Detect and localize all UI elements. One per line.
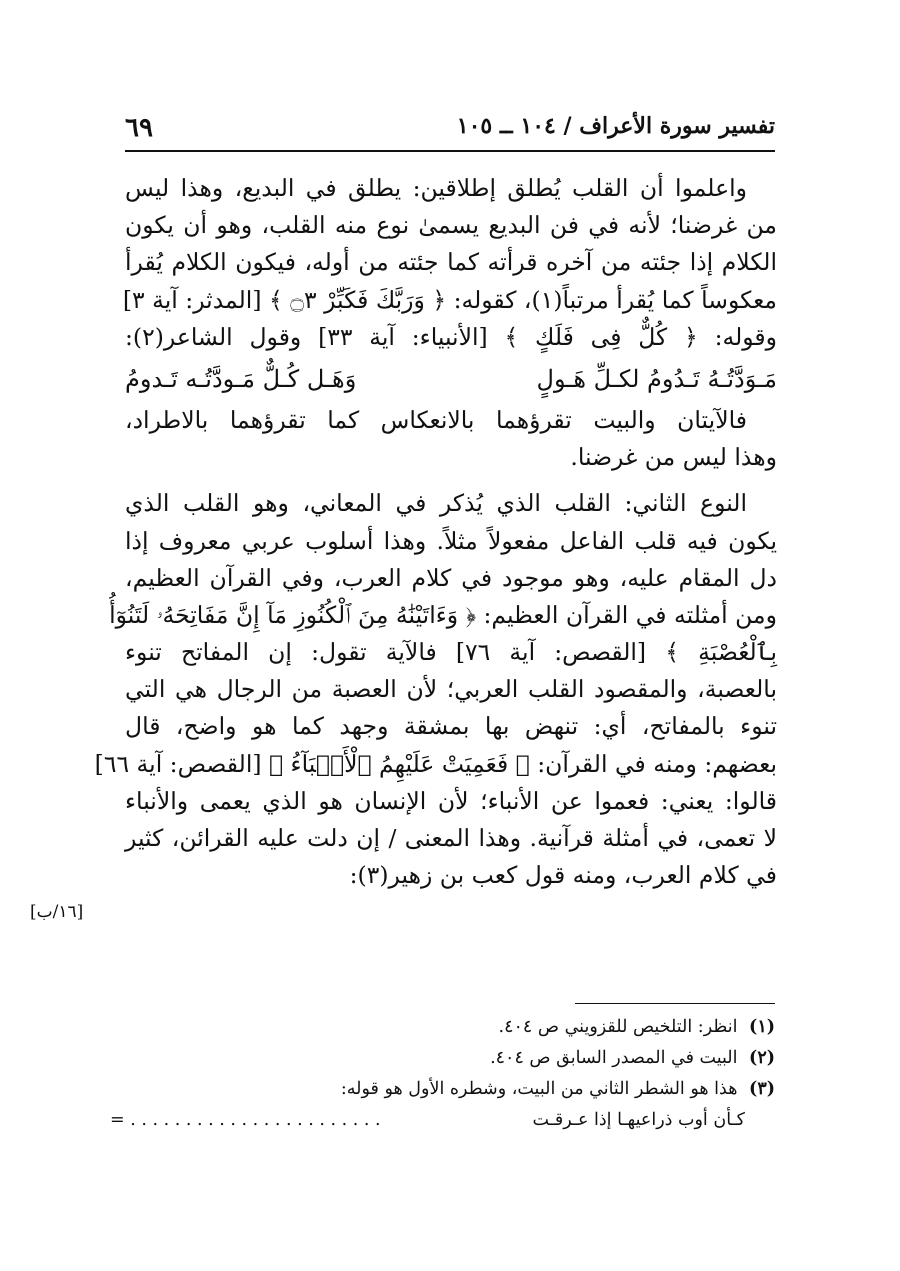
text-line: معكوساً كما يُقرأ مرتباً(١)، كقوله: ﴿ وَرَبَّكَ فَكَبِّرْ ۝٣ ﴾ [المدثر: آية ٣] [122, 285, 777, 314]
poetry-verse [125, 356, 777, 402]
footnote-verse-continuation: . . . . . . . . . . . . . . . . . . . . . . . = [110, 1110, 381, 1130]
running-title: تفسير سورة الأعراف / ١٠٤ ــ ١٠٥ [456, 113, 775, 139]
footnote-marker: (٢) [749, 1048, 775, 1068]
text-line: وهذا ليس من غرضنا. [570, 443, 777, 472]
footnotes [110, 1012, 775, 1136]
header-rule [125, 150, 775, 152]
text-line: قالوا: يعني: فعموا عن الأنباء؛ لأن الإنسان هو الذي يعمى والأنباء [125, 786, 777, 815]
footnote [110, 1074, 775, 1105]
verse-first-hemistich: مَـوَدَّتُـهُ تَـدُومُ لكـلِّ هَـولٍ [536, 364, 777, 393]
text-line: بعضهم: ومنه في القرآن: ﴿ فَعَمِيَتْ عَلَيْهِمُ ٱلْأَنۢبَآءُ ﴾ [القصص: آية ٦٦] [94, 749, 777, 778]
text-line: فالآيتان والبيت تقرؤهما بالانعكاس كما تقرؤهما بالاطراد، [125, 405, 747, 434]
footnote-text: البيت في المصدر السابق ص ٤٠٤. [490, 1048, 738, 1068]
text-line: من غرضنا؛ لأنه في فن البديع يسمىٰ نوع منه القلب، وهو أن يكون [125, 211, 777, 240]
footnote-verse [110, 1105, 775, 1136]
footnote-verse-hemistich: كـأن أوب ذراعيهـا إذا عـرقـت [532, 1110, 745, 1130]
footnote [110, 1012, 775, 1043]
footnote-rule [575, 1003, 775, 1004]
text-line: في كلام العرب، ومنه قول كعب بن زهير(٣): [349, 861, 777, 890]
page-header [125, 113, 775, 147]
footnote-marker: (٣) [749, 1079, 775, 1099]
text-line: واعلموا أن القلب يُطلق إطلاقين: يطلق في البديع، وهذا ليس [125, 174, 747, 202]
text-line: ومن أمثلته في القرآن العظيم: ﴿ وَءَاتَيْنَٰهُ مِنَ ٱلْكُنُوزِ مَآ إِنَّ مَفَاتِحَهُۥ لَتَنُوٓأُ [109, 600, 777, 629]
footnote [110, 1043, 775, 1074]
text-line: وقوله: ﴿ كُلٌّ فِى فَلَكٍ ﴾ [الأنبياء: آية ٣٣] وقول الشاعر(٢): [125, 322, 777, 351]
text-line: يكون فيه قلب الفاعل مفعولاً مثلاً. وهذا أسلوب عربي معروف إذا [125, 526, 777, 555]
page-number: ٦٩ [125, 113, 153, 143]
paragraph-gap [125, 476, 777, 485]
text-line: بالعصبة، والمقصود القلب العربي؛ لأن العصبة من الرجال هي التي [125, 675, 777, 704]
text-line: الكلام إذا جئته من آخره قرأته كما جئته من أوله، فيكون الكلام يُقرأ [125, 248, 777, 277]
footnote-marker: (١) [749, 1017, 775, 1037]
text-line: النوع الثاني: القلب الذي يُذكر في المعاني، وهو القلب الذي [125, 489, 747, 518]
text-line: بِٱلْعُصْبَةِ ﴾ [القصص: آية ٧٦] فالآية تقول: إن المفاتح تنوء [125, 638, 778, 667]
main-text [94, 170, 778, 894]
manuscript-folio-note: [١٦/ب] [30, 902, 84, 922]
verse-second-hemistich: وَهَـل كُـلٌّ مَـودَّتُـه تَـدومُ [125, 364, 357, 393]
text-line: لا تعمى، في أمثلة قرآنية. وهذا المعنى / إن دلت عليه القرائن، كثير [125, 824, 777, 852]
footnote-text: انظر: التلخيص للقزويني ص ٤٠٤. [498, 1017, 738, 1037]
text-line: تنوء بالمفاتح، أي: تنهض بها بمشقة وجهد كما هو واضح، قال [125, 712, 777, 741]
footnote-text: هذا هو الشطر الثاني من البيت، وشطره الأول هو قوله: [340, 1079, 738, 1099]
text-line: دل المقام عليه، وهو موجود في كلام العرب، وفي القرآن العظيم، [125, 563, 777, 592]
